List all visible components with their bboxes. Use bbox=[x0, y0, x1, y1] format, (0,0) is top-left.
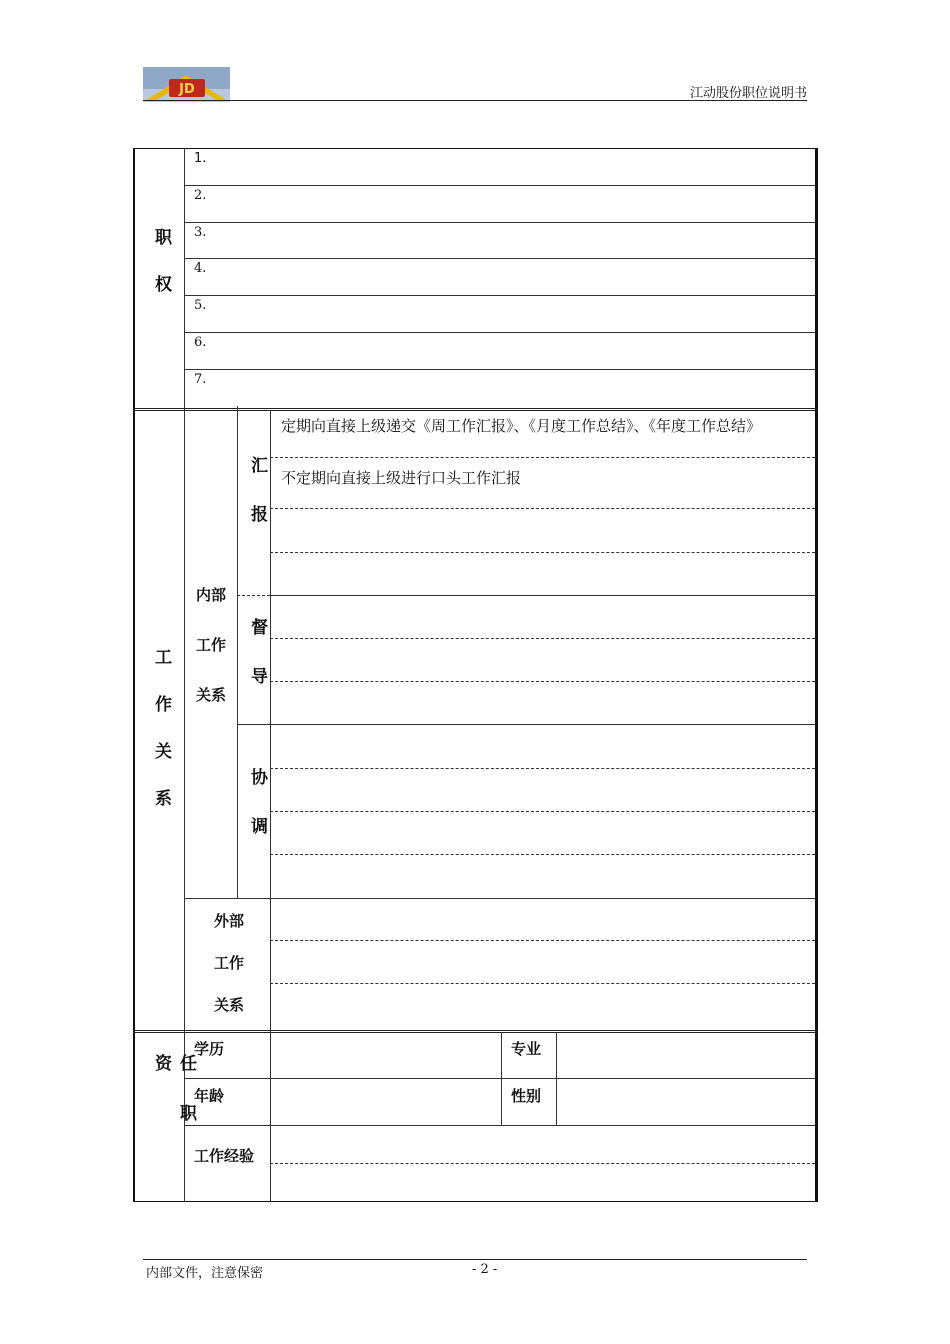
document-title: 江动股份职位说明书 bbox=[689, 86, 807, 101]
external-row-line bbox=[270, 983, 815, 984]
external-row-line bbox=[270, 940, 815, 941]
report-label-dash bbox=[237, 595, 270, 596]
external-relations-label bbox=[189, 900, 269, 1026]
authority-row-line bbox=[184, 222, 815, 223]
report-row-line bbox=[270, 508, 815, 509]
frame-right-border bbox=[815, 148, 818, 1202]
authority-row-line bbox=[184, 332, 815, 333]
authority-row-line bbox=[184, 295, 815, 296]
authority-item: 5. bbox=[194, 298, 207, 313]
education-label: 学历 bbox=[194, 1040, 225, 1058]
external-label-line: 关系 bbox=[213, 996, 244, 1014]
report-row-line bbox=[270, 457, 815, 458]
external-category-divider bbox=[270, 898, 271, 1032]
authority-section-label: 职权 bbox=[151, 228, 171, 322]
header-divider bbox=[143, 100, 807, 101]
coordinate-label: 协调 bbox=[247, 768, 267, 866]
authority-item: 1. bbox=[194, 151, 207, 166]
internal-category-divider bbox=[270, 410, 271, 898]
internal-relations-label bbox=[189, 570, 233, 720]
internal-label-line: 内部 bbox=[195, 586, 226, 604]
internal-label-line: 关系 bbox=[195, 686, 226, 704]
authority-item: 7. bbox=[194, 372, 207, 387]
qual-row-line bbox=[184, 1078, 815, 1079]
svg-text:JD: JD bbox=[179, 82, 195, 97]
section-divider bbox=[133, 408, 818, 411]
coordinate-row-line bbox=[270, 811, 815, 812]
frame-top-border bbox=[135, 148, 815, 149]
coordinate-row-line bbox=[270, 768, 815, 769]
authority-row-line bbox=[184, 258, 815, 259]
authority-row-line bbox=[184, 369, 815, 370]
age-label: 年龄 bbox=[194, 1087, 225, 1105]
authority-item: 4. bbox=[194, 261, 207, 276]
external-label-line: 外部 bbox=[213, 912, 244, 930]
work-experience-label: 工作经验 bbox=[194, 1147, 255, 1165]
external-label-line: 工作 bbox=[213, 954, 244, 972]
report-label: 汇报 bbox=[247, 456, 267, 554]
authority-item: 2. bbox=[194, 188, 207, 203]
job-description-form bbox=[133, 148, 818, 1202]
footer-divider bbox=[143, 1259, 807, 1260]
page-number: - 2 - bbox=[472, 1262, 498, 1277]
supervise-section-line bbox=[237, 724, 815, 725]
qual-row-line bbox=[184, 1125, 815, 1126]
report-row-text: 定期向直接上级递交《周工作汇报》、《月度工作总结》、《年度工作总结》 bbox=[281, 417, 762, 435]
gender-label: 性别 bbox=[511, 1087, 542, 1105]
frame-left-border bbox=[133, 148, 135, 1202]
company-logo bbox=[143, 67, 230, 102]
coordinate-row-line bbox=[270, 854, 815, 855]
frame-bottom-border bbox=[133, 1201, 818, 1202]
authority-item: 3. bbox=[194, 225, 207, 240]
report-section-line bbox=[270, 595, 815, 596]
report-row-text: 不定期向直接上级进行口头工作汇报 bbox=[281, 469, 522, 487]
confidential-notice: 内部文件，注意保密 bbox=[146, 1266, 264, 1281]
major-label: 专业 bbox=[511, 1040, 542, 1058]
work-relations-label-divider bbox=[184, 410, 185, 1032]
work-relations-section-label: 工作关系 bbox=[151, 648, 171, 836]
qualifications-section-label: 任职资 bbox=[151, 1054, 196, 1154]
authority-label-divider bbox=[184, 148, 185, 410]
supervise-row-line bbox=[270, 681, 815, 682]
supervise-row-line bbox=[270, 638, 815, 639]
authority-row-line bbox=[184, 185, 815, 186]
section-divider bbox=[133, 1030, 818, 1033]
internal-external-line bbox=[184, 898, 815, 899]
authority-item: 6. bbox=[194, 335, 207, 350]
qual-label-column-divider bbox=[270, 1032, 271, 1202]
internal-subgroup-divider bbox=[237, 406, 238, 898]
internal-label-line: 工作 bbox=[195, 636, 226, 654]
experience-row-line bbox=[270, 1163, 815, 1164]
supervise-label: 督导 bbox=[247, 618, 267, 716]
report-row-line bbox=[270, 552, 815, 553]
